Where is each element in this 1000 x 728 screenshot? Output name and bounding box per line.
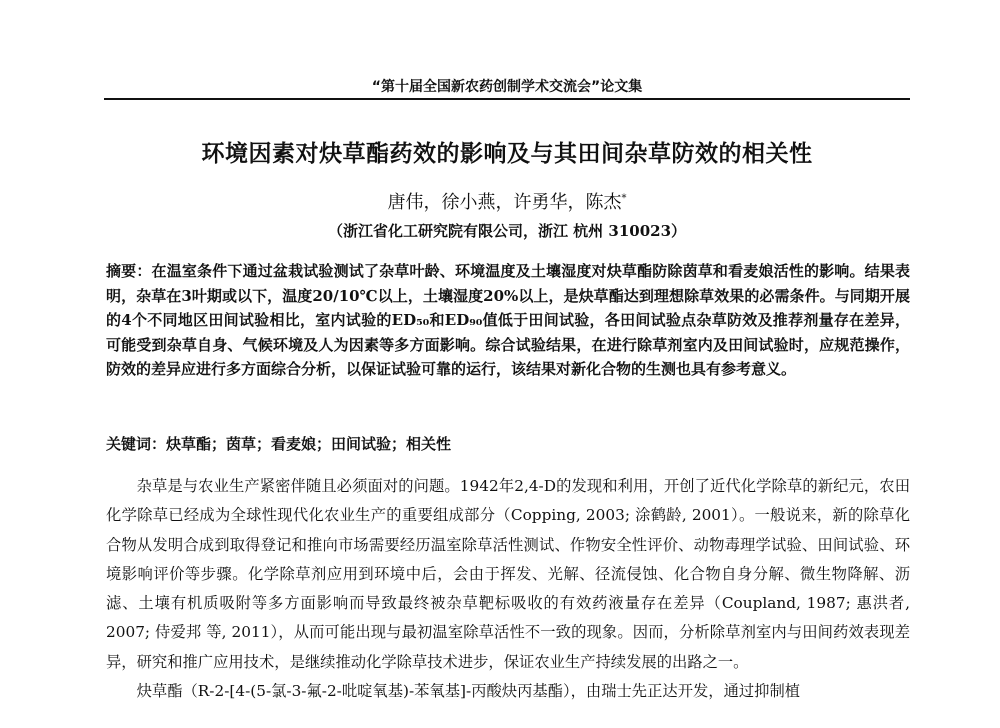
body-text: [106, 472, 910, 706]
affiliation: （浙江省化工研究院有限公司，浙江 杭州 310023）: [327, 222, 687, 240]
keywords-label: 关键词：: [106, 435, 167, 453]
author-list: 唐伟，徐小燕，许勇华，陈杰: [387, 192, 622, 213]
abstract: [106, 259, 910, 382]
keywords-text: 炔草酯；茵草；看麦娘；田间试验；相关性: [166, 435, 452, 453]
body-paragraph: 炔草酯（R-2-[4-(5-氯-3-氟-2-吡啶氧基)-苯氧基]-丙酸炔丙基酯），由瑞士先正达开发，通过抑制植: [136, 682, 801, 701]
header-rule: [104, 98, 910, 100]
corresponding-author-mark: *: [621, 193, 627, 204]
keywords: [106, 433, 910, 454]
abstract-label: 摘要：: [106, 262, 152, 280]
authors: [104, 188, 910, 214]
running-head: “第十届全国新农药创制学术交流会”论文集: [371, 79, 643, 95]
abstract-text: 在温室条件下通过盆栽试验测试了杂草叶龄、环境温度及土壤湿度对炔草酯防除茵草和看麦娘活性的影响。结果表明，杂草在3叶期或以下，温度20/10℃以上，土壤湿度20%以上，是炔草酯达到理想除草效果的必需条件。与同期开展的4个不同地区田间试验相比，室内试验的ED₅₀和ED₉₀值低于田间试验，各田间试验点杂草防效及推荐剂量存在差异，可能受到杂草自身、气候环境及人为因素等多方面影响。综合试验结果，在进行除草剂室内及田间试验时，应规范操作，防效的差异应进行多方面综合分析，以保证试验可靠的运行，该结果对新化合物的生测也具有参考意义。: [106, 262, 910, 379]
paper-title: 环境因素对炔草酯药效的影响及与其田间杂草防效的相关性: [201, 141, 813, 167]
body-paragraph: 杂草是与农业生产紧密伴随且必须面对的问题。1942年2,4-D的发现和利用，开创了近代化学除草的新纪元，农田化学除草已经成为全球性现代化农业生产的重要组成部分（Copping, 2003; 涂鹤龄, 2001）。一般说来，新的除草化合物从发明合成到取得登记和推向市场需要经历温室除草活性测试、作物安全性评价、动物毒理学试验、田间试验、环境影响评价等步骤。化学除草剂应用到环境中后，会由于挥发、光解、径流侵蚀、化合物自身分解、微生物降解、沥滤、土壤有机质吸附等多方面影响而导致最终被杂草靶标吸收的有效药液量存在差异（Coupland, 1987; 惠洪者, 2007; 侍爱邦 等, 2011），从而可能出现与最初温室除草活性不一致的现象。因而，分析除草剂室内与田间药效表现差异，研究和推广应用技术，是继续推动化学除草技术进步，保证农业生产持续发展的出路之一。: [106, 477, 910, 671]
